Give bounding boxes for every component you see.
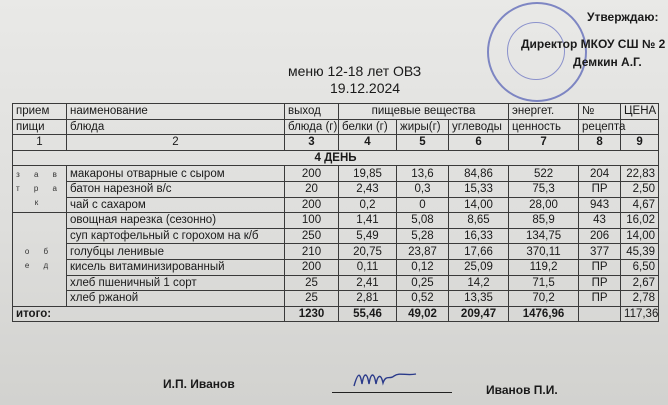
header-name: наименование <box>67 104 285 120</box>
dish-fat: 13,6 <box>397 166 449 182</box>
col-num: 2 <box>67 135 285 151</box>
dish-carbs: 14,00 <box>449 197 509 213</box>
dish-recipe: ПР <box>579 259 621 275</box>
table-row <box>13 166 659 182</box>
dish-energy: 75,3 <box>509 181 579 197</box>
column-number-row <box>13 135 659 151</box>
dish-output: 20 <box>285 181 339 197</box>
dish-fat: 0,3 <box>397 181 449 197</box>
header-recipe: № <box>579 104 621 120</box>
handwritten-signature <box>350 368 420 392</box>
table-row <box>13 197 659 213</box>
dish-protein: 2,43 <box>339 181 397 197</box>
total-carbs: 209,47 <box>449 306 509 322</box>
total-recipe-empty <box>579 306 621 322</box>
dish-protein: 20,75 <box>339 244 397 260</box>
dish-fat: 0,52 <box>397 291 449 307</box>
table-header-row-2 <box>13 119 659 135</box>
dish-price: 6,50 <box>621 259 659 275</box>
dish-energy: 28,00 <box>509 197 579 213</box>
dish-name: макароны отварные с сыром <box>67 166 285 182</box>
dish-fat: 5,08 <box>397 213 449 229</box>
dish-name: чай с сахаром <box>67 197 285 213</box>
dish-protein: 5,49 <box>339 228 397 244</box>
approval-line-3: Демкин А.Г. <box>573 55 642 69</box>
header-price: ЦЕНА <box>621 104 659 120</box>
dish-protein: 19,85 <box>339 166 397 182</box>
dish-carbs: 8,65 <box>449 213 509 229</box>
dish-energy: 70,2 <box>509 291 579 307</box>
dish-price: 22,83 <box>621 166 659 182</box>
dish-name: хлеб пшеничный 1 сорт <box>67 275 285 291</box>
col-num: 3 <box>285 135 339 151</box>
dish-protein: 2,81 <box>339 291 397 307</box>
header-price-2 <box>621 119 659 135</box>
approval-line-2: Директор МКОУ СШ № 2 <box>521 37 666 51</box>
header-name-2: блюда <box>67 119 285 135</box>
dish-price: 14,00 <box>621 228 659 244</box>
header-output-2: блюда (г) <box>285 119 339 135</box>
dish-recipe: ПР <box>579 291 621 307</box>
total-protein: 55,46 <box>339 306 397 322</box>
col-num: 8 <box>579 135 621 151</box>
table-header-row-1 <box>13 104 659 120</box>
dish-carbs: 16,33 <box>449 228 509 244</box>
col-num: 9 <box>621 135 659 151</box>
header-meal-2: пищи <box>13 119 67 135</box>
footer-right-name: Иванов П.И. <box>486 383 558 397</box>
breakfast-label: з а в т р а к <box>13 166 67 213</box>
menu-table <box>12 103 659 322</box>
approval-line-1: Утверждаю: <box>587 10 659 24</box>
dish-protein: 2,41 <box>339 275 397 291</box>
signature-line <box>332 392 452 393</box>
col-num: 1 <box>13 135 67 151</box>
dish-recipe: 377 <box>579 244 621 260</box>
total-output: 1230 <box>285 306 339 322</box>
header-nutrients: пищевые вещества <box>339 104 509 120</box>
dish-output: 200 <box>285 259 339 275</box>
dish-carbs: 14,2 <box>449 275 509 291</box>
dish-recipe: ПР <box>579 275 621 291</box>
header-carbs: углеводы <box>449 119 509 135</box>
table-row <box>13 291 659 307</box>
dish-output: 210 <box>285 244 339 260</box>
dish-fat: 0 <box>397 197 449 213</box>
total-price: 117,36 <box>621 306 659 322</box>
dish-output: 200 <box>285 166 339 182</box>
dish-name: батон нарезной в/с <box>67 181 285 197</box>
dish-name: суп картофельный с горохом на к/б <box>67 228 285 244</box>
dish-fat: 0,12 <box>397 259 449 275</box>
header-output: выход <box>285 104 339 120</box>
dish-recipe: 43 <box>579 213 621 229</box>
dish-energy: 85,9 <box>509 213 579 229</box>
col-num: 4 <box>339 135 397 151</box>
day-row <box>13 150 659 166</box>
day-label: 4 ДЕНЬ <box>13 150 659 166</box>
table-row <box>13 213 659 229</box>
table-row <box>13 181 659 197</box>
lunch-label: о б е д <box>13 213 67 307</box>
col-num: 6 <box>449 135 509 151</box>
menu-date: 19.12.2024 <box>330 80 401 96</box>
dish-output: 25 <box>285 275 339 291</box>
dish-energy: 134,75 <box>509 228 579 244</box>
dish-energy: 370,11 <box>509 244 579 260</box>
header-recipe-2: рецепта <box>579 119 621 135</box>
header-fat: жиры(г) <box>397 119 449 135</box>
dish-output: 200 <box>285 197 339 213</box>
dish-energy: 522 <box>509 166 579 182</box>
dish-output: 250 <box>285 228 339 244</box>
table-row <box>13 275 659 291</box>
total-row <box>13 306 659 322</box>
header-protein: белки (г) <box>339 119 397 135</box>
dish-output: 100 <box>285 213 339 229</box>
dish-fat: 0,25 <box>397 275 449 291</box>
dish-recipe: 943 <box>579 197 621 213</box>
header-meal: прием <box>13 104 67 120</box>
footer-left-name: И.П. Иванов <box>163 377 235 391</box>
menu-title: меню 12-18 лет ОВЗ <box>288 63 422 79</box>
dish-price: 2,67 <box>621 275 659 291</box>
dish-energy: 71,5 <box>509 275 579 291</box>
dish-output: 25 <box>285 291 339 307</box>
official-stamp <box>487 2 587 102</box>
dish-fat: 5,28 <box>397 228 449 244</box>
total-label: итого: <box>13 306 285 322</box>
dish-name: овощная нарезка (сезонно) <box>67 213 285 229</box>
dish-carbs: 15,33 <box>449 181 509 197</box>
dish-carbs: 13,35 <box>449 291 509 307</box>
dish-name: хлеб ржаной <box>67 291 285 307</box>
dish-protein: 0,2 <box>339 197 397 213</box>
table-row <box>13 259 659 275</box>
col-num: 5 <box>397 135 449 151</box>
dish-recipe: 204 <box>579 166 621 182</box>
dish-carbs: 25,09 <box>449 259 509 275</box>
dish-price: 16,02 <box>621 213 659 229</box>
dish-recipe: 206 <box>579 228 621 244</box>
stamp-inner-ring <box>507 22 565 80</box>
table-row <box>13 228 659 244</box>
total-fat: 49,02 <box>397 306 449 322</box>
dish-price: 45,39 <box>621 244 659 260</box>
total-energy: 1476,96 <box>509 306 579 322</box>
col-num: 7 <box>509 135 579 151</box>
dish-energy: 119,2 <box>509 259 579 275</box>
dish-protein: 1,41 <box>339 213 397 229</box>
dish-price: 2,50 <box>621 181 659 197</box>
dish-fat: 23,87 <box>397 244 449 260</box>
dish-recipe: ПР <box>579 181 621 197</box>
dish-name: кисель витаминизированный <box>67 259 285 275</box>
header-energy: энергет. <box>509 104 579 120</box>
dish-protein: 0,11 <box>339 259 397 275</box>
table-row <box>13 244 659 260</box>
dish-name: голубцы ленивые <box>67 244 285 260</box>
dish-price: 2,78 <box>621 291 659 307</box>
dish-price: 4,67 <box>621 197 659 213</box>
header-energy-2: ценность <box>509 119 579 135</box>
dish-carbs: 84,86 <box>449 166 509 182</box>
dish-carbs: 17,66 <box>449 244 509 260</box>
